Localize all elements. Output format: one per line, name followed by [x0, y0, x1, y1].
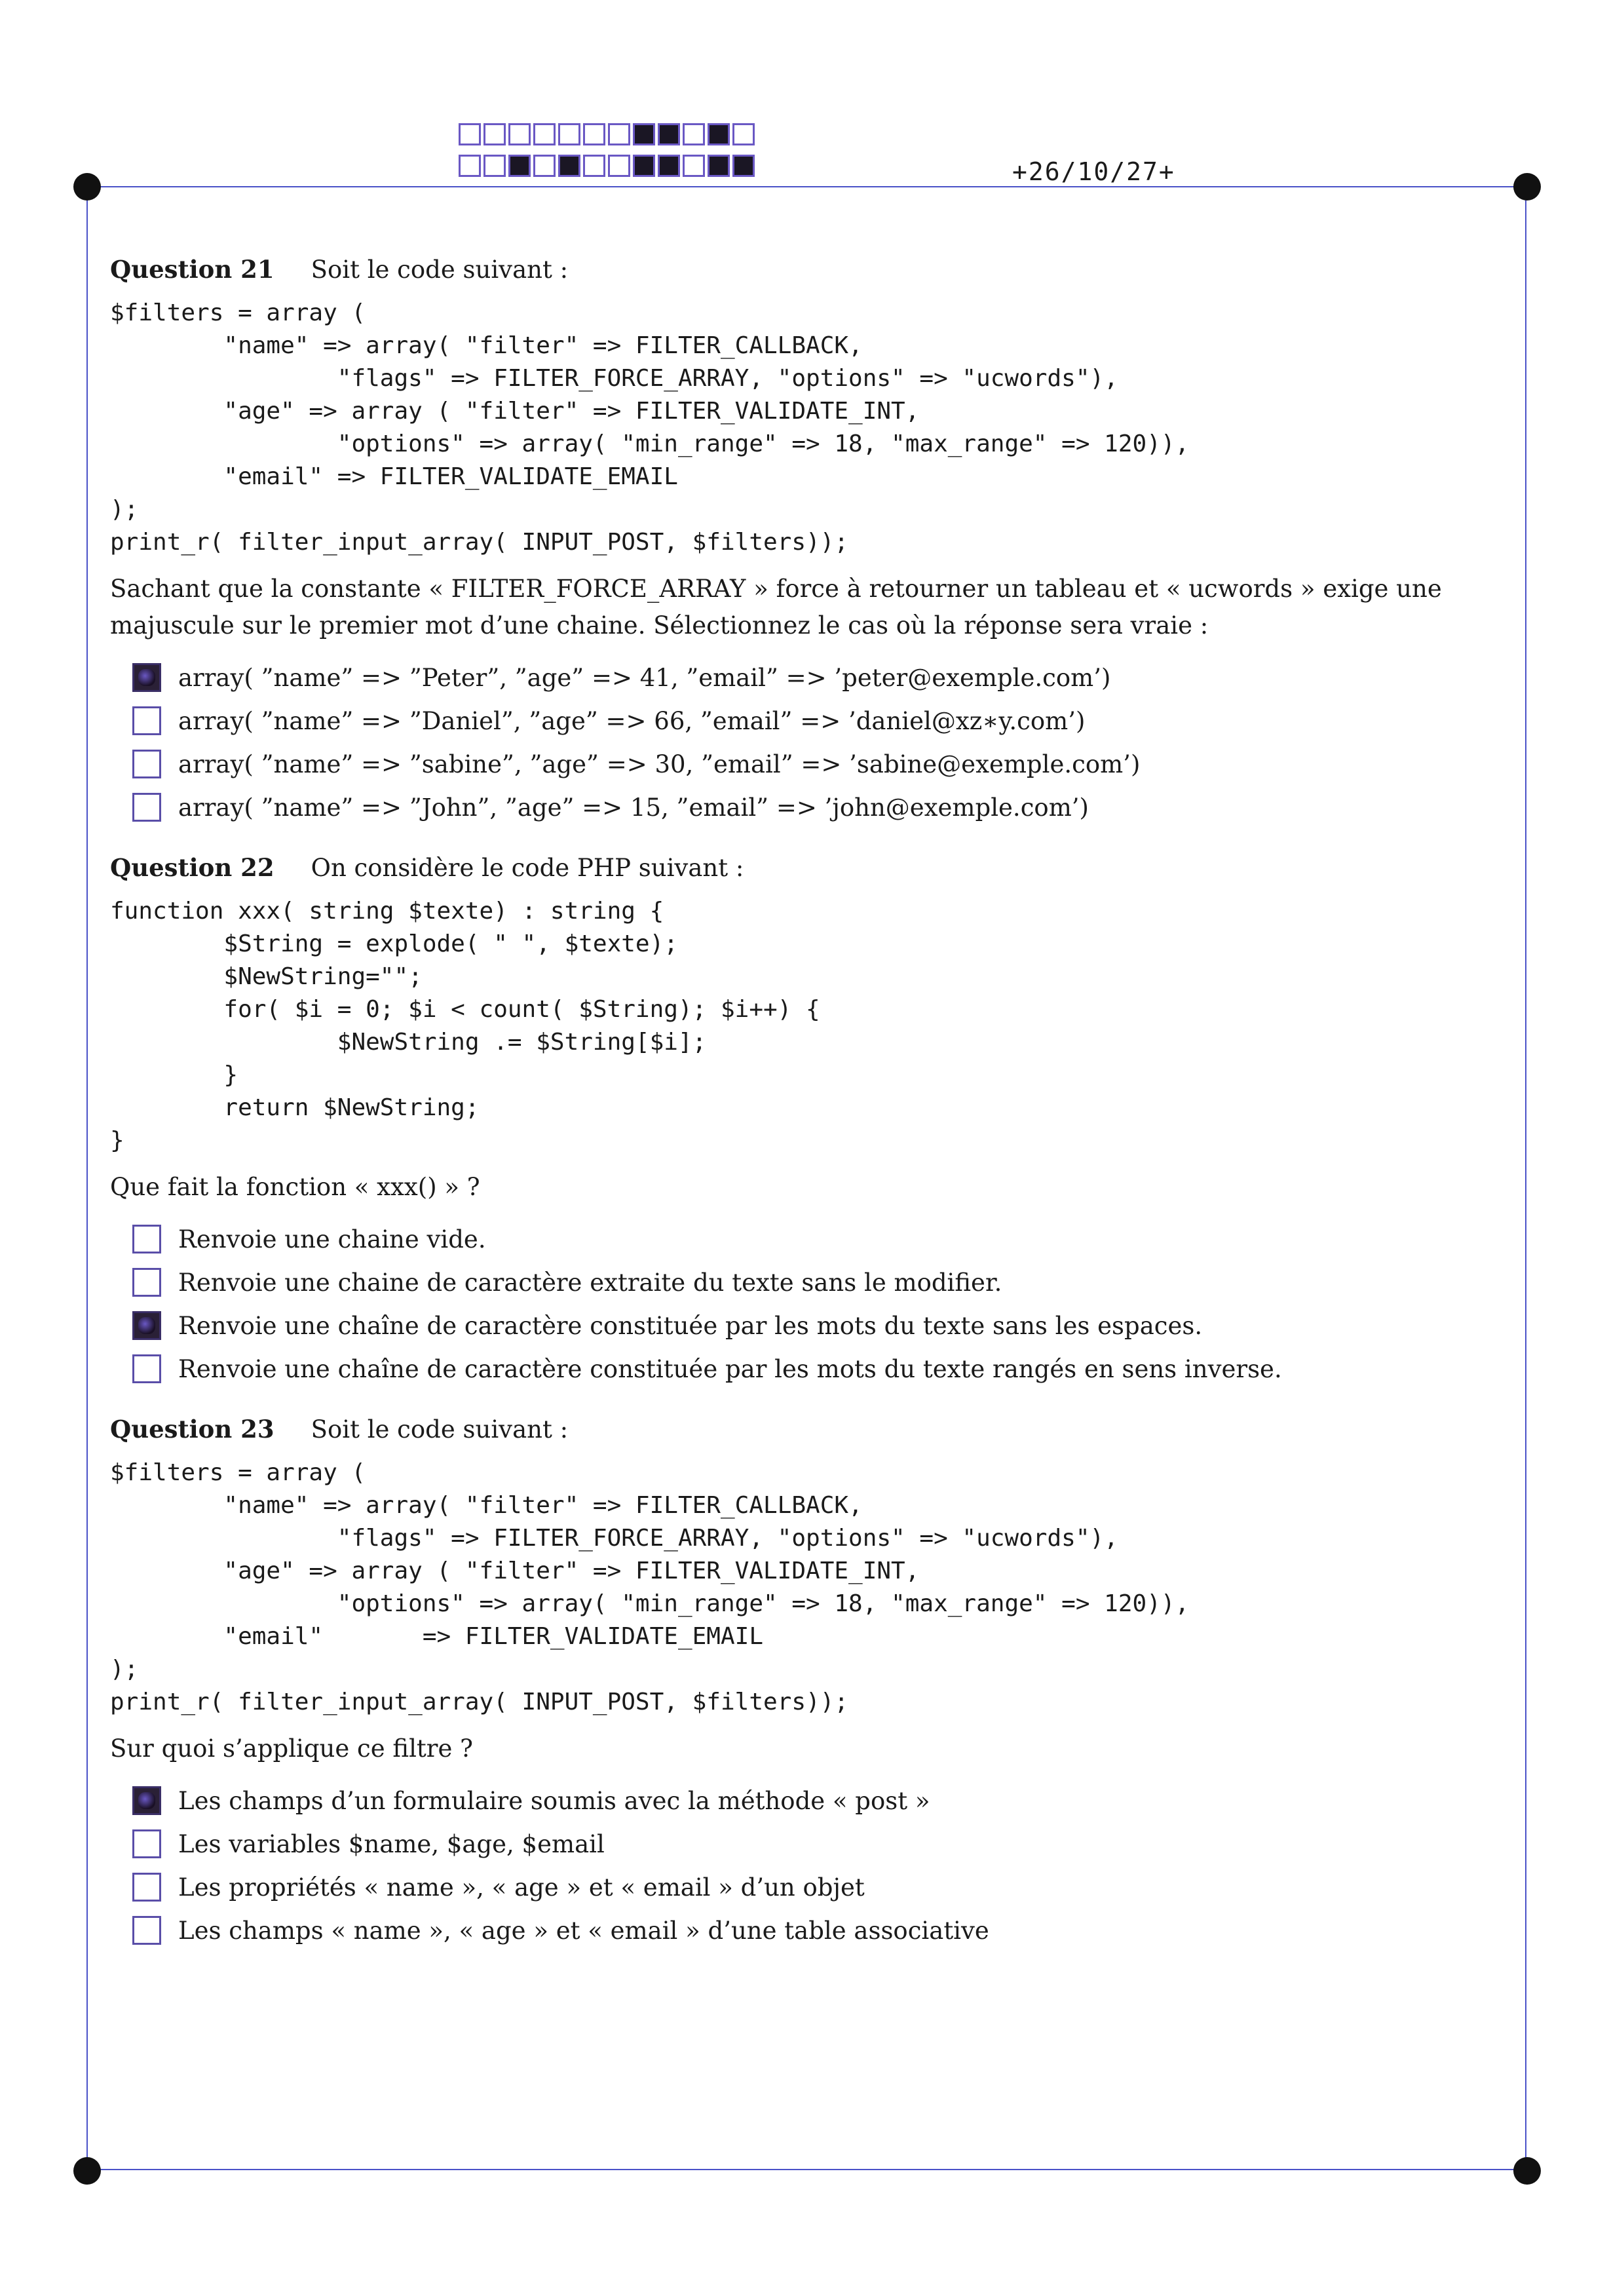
- answer-text: array( ”name” => ”sabine”, ”age” => 30, ”email” => ’sabine@exemple.com’): [178, 750, 1141, 778]
- checkbox[interactable]: [132, 793, 161, 822]
- id-code-cell: [583, 155, 605, 177]
- question-header: [110, 851, 1519, 885]
- id-code-cell: [558, 155, 580, 177]
- corner-marker-top-left: [73, 173, 101, 201]
- answer-option[interactable]: [110, 1822, 1519, 1866]
- question-header: [110, 1413, 1519, 1446]
- answer-option[interactable]: [110, 1909, 1519, 1952]
- checkbox[interactable]: [132, 1225, 161, 1253]
- checked-checkbox[interactable]: [132, 1311, 161, 1340]
- answer-text: Les champs d’un formulaire soumis avec la méthode « post »: [178, 1786, 930, 1815]
- page-id: +26/10/27+: [1012, 157, 1175, 186]
- id-code-cell: [533, 155, 556, 177]
- answer-text: array( ”name” => ”Peter”, ”age” => 41, ”email” => ’peter@exemple.com’): [178, 663, 1111, 692]
- id-code-bottom-row: [459, 155, 757, 177]
- id-code-cell: [732, 155, 755, 177]
- question-block: [110, 253, 1519, 829]
- answer-option[interactable]: [110, 1347, 1519, 1390]
- question-number: Question 23: [110, 1415, 274, 1444]
- answer-text: Renvoie une chaîne de caractère constituée par les mots du texte rangés en sens inverse.: [178, 1354, 1282, 1383]
- answer-text: Renvoie une chaine de caractère extraite du texte sans le modifier.: [178, 1268, 1002, 1297]
- code-block: $filters = array ( "name" => array( "filter" => FILTER_CALLBACK, "flags" => FILTER_FORCE_ARRAY, "options" => "ucwords"), "age" => array ( "filter" => FILTER_VALIDATE_INT, "options" => array( "min_range" => 18, "max_range" => 120)), "email" => FILTER_VALIDATE_EMAIL ); print_r( filter_input_array( INPUT_POST, $filters));: [110, 299, 1190, 556]
- id-code-cell: [658, 123, 680, 145]
- id-code-cell: [583, 123, 605, 145]
- answer-text: Renvoie une chaine vide.: [178, 1225, 486, 1253]
- id-code-cell: [732, 123, 755, 145]
- answer-list: [110, 1217, 1519, 1390]
- id-code-cell: [459, 155, 481, 177]
- answer-option[interactable]: [110, 1217, 1519, 1261]
- answer-option[interactable]: [110, 1779, 1519, 1822]
- answer-list: [110, 656, 1519, 829]
- id-code-cell: [608, 155, 630, 177]
- question-prompt: Sachant que la constante « FILTER_FORCE_ARRAY » force à retourner un tableau et « ucwords » exige une majuscule sur le premier mot d’une chaine. Sélectionnez le cas où la réponse sera vraie :: [110, 575, 1442, 640]
- checkbox[interactable]: [132, 1873, 161, 1902]
- answer-text: Les champs « name », « age » et « email » d’une table associative: [178, 1916, 989, 1945]
- answer-option[interactable]: [110, 656, 1519, 699]
- question-prompt: Sur quoi s’applique ce filtre ?: [110, 1734, 473, 1763]
- question-intro: On considère le code PHP suivant :: [311, 854, 744, 882]
- answer-list: [110, 1779, 1519, 1952]
- id-code-cell: [483, 155, 506, 177]
- question-number: Question 22: [110, 853, 274, 882]
- code-block: $filters = array ( "name" => array( "filter" => FILTER_CALLBACK, "flags" => FILTER_FORCE_ARRAY, "options" => "ucwords"), "age" => array ( "filter" => FILTER_VALIDATE_INT, "options" => array( "min_range" => 18, "max_range" => 120)), "email" => FILTER_VALIDATE_EMAIL ); print_r( filter_input_array( INPUT_POST, $filters));: [110, 1459, 1190, 1715]
- corner-marker-top-right: [1513, 173, 1541, 201]
- answer-text: Renvoie une chaîne de caractère constituée par les mots du texte sans les espaces.: [178, 1311, 1203, 1340]
- question-number: Question 21: [110, 255, 274, 284]
- answer-text: array( ”name” => ”Daniel”, ”age” => 66, ”email” => ’daniel@xz∗y.com’): [178, 706, 1086, 735]
- id-code-cell: [708, 123, 730, 145]
- question-block: [110, 851, 1519, 1390]
- checked-checkbox[interactable]: [132, 1786, 161, 1815]
- question-intro: Soit le code suivant :: [311, 1415, 569, 1444]
- id-code-cell: [658, 155, 680, 177]
- checkbox[interactable]: [132, 706, 161, 735]
- id-code-cell: [633, 123, 655, 145]
- questions-container: [110, 253, 1519, 1974]
- id-code-cell: [683, 123, 705, 145]
- answer-option[interactable]: [110, 786, 1519, 829]
- answer-option[interactable]: [110, 1304, 1519, 1347]
- corner-marker-bottom-right: [1513, 2157, 1541, 2185]
- id-code-cell: [608, 123, 630, 145]
- question-block: [110, 1413, 1519, 1952]
- question-intro: Soit le code suivant :: [311, 256, 569, 284]
- question-prompt: Que fait la fonction « xxx() » ?: [110, 1173, 480, 1201]
- answer-option[interactable]: [110, 742, 1519, 786]
- code-block: function xxx( string $texte) : string { $String = explode( " ", $texte); $NewString=""; for( $i = 0; $i < count( $String); $i++) { $NewString .= $String[$i]; } return $NewString; }: [110, 898, 820, 1154]
- id-code-cell: [708, 155, 730, 177]
- id-code-cell: [508, 155, 531, 177]
- checkbox[interactable]: [132, 1354, 161, 1383]
- id-code-cell: [633, 155, 655, 177]
- checkbox[interactable]: [132, 750, 161, 778]
- id-code-top-row: [459, 123, 757, 145]
- answer-option[interactable]: [110, 1261, 1519, 1304]
- answer-text: Les variables $name, $age, $email: [178, 1829, 605, 1858]
- checked-checkbox[interactable]: [132, 663, 161, 692]
- answer-option[interactable]: [110, 699, 1519, 742]
- id-code-cell: [533, 123, 556, 145]
- answer-text: array( ”name” => ”John”, ”age” => 15, ”email” => ’john@exemple.com’): [178, 793, 1089, 822]
- checkbox[interactable]: [132, 1829, 161, 1858]
- id-code-cell: [683, 155, 705, 177]
- question-header: [110, 253, 1519, 286]
- checkbox[interactable]: [132, 1268, 161, 1297]
- id-code-cell: [558, 123, 580, 145]
- id-code-cell: [459, 123, 481, 145]
- answer-text: Les propriétés « name », « age » et « email » d’un objet: [178, 1873, 865, 1902]
- id-code-cell: [508, 123, 531, 145]
- corner-marker-bottom-left: [73, 2157, 101, 2185]
- id-code-cell: [483, 123, 506, 145]
- answer-option[interactable]: [110, 1866, 1519, 1909]
- checkbox[interactable]: [132, 1916, 161, 1945]
